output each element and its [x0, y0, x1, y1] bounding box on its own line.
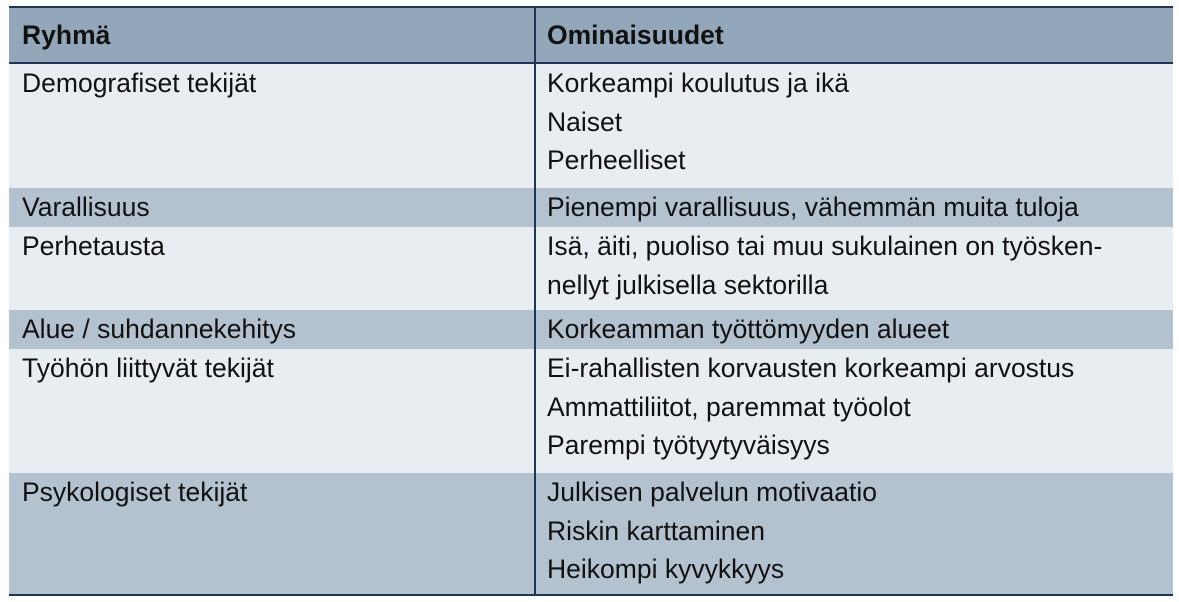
table-row: [9, 473, 1173, 594]
property-item: Heikompi kyvykkyys: [547, 554, 785, 584]
table-row: [9, 188, 1173, 227]
property-item: Ammattiliitot, paremmat työolot: [547, 391, 911, 422]
property-item: Korkeamman työttömyyden alueet: [547, 314, 950, 344]
table-row: [9, 349, 1173, 473]
property-item: Naiset: [547, 106, 623, 137]
property-item: Riskin karttaminen: [547, 515, 765, 546]
row-properties: [547, 64, 849, 180]
column-divider: [534, 8, 536, 594]
row-group-label: Perhetausta: [22, 231, 165, 261]
characteristics-table: [9, 6, 1173, 596]
row-group-label: Demografiset tekijät: [22, 68, 257, 98]
row-properties: [547, 188, 1079, 227]
property-item: Parempi työtyytyväisyys: [547, 430, 830, 460]
row-properties: [547, 473, 877, 589]
row-group-label: Varallisuus: [22, 192, 150, 222]
property-item: nellyt julkisella sektorilla: [547, 269, 829, 300]
row-group-label: Psykologiset tekijät: [22, 477, 248, 507]
property-item: Julkisen palvelun motivaatio: [547, 477, 877, 507]
row-group-label: Alue / suhdannekehitys: [22, 314, 297, 344]
row-properties: [547, 349, 1074, 465]
row-properties: [547, 310, 949, 349]
table-row: [9, 227, 1173, 310]
property-item: Ei-rahallisten korvausten korkeampi arvostus: [547, 353, 1075, 383]
header-group: Ryhmä: [22, 20, 111, 50]
property-item: Perheelliset: [547, 145, 686, 175]
table-row: [9, 64, 1173, 188]
property-item: Pienempi varallisuus, vähemmän muita tuloja: [547, 192, 1079, 222]
table-row: [9, 310, 1173, 349]
row-properties: [547, 227, 1102, 304]
property-item: Korkeampi koulutus ja ikä: [547, 68, 849, 98]
header-properties: Ominaisuudet: [547, 20, 724, 50]
row-group-label: Työhön liittyvät tekijät: [22, 353, 274, 383]
property-item: Isä, äiti, puoliso tai muu sukulainen on työsken-: [547, 231, 1103, 261]
table-header-row: [9, 8, 1173, 64]
